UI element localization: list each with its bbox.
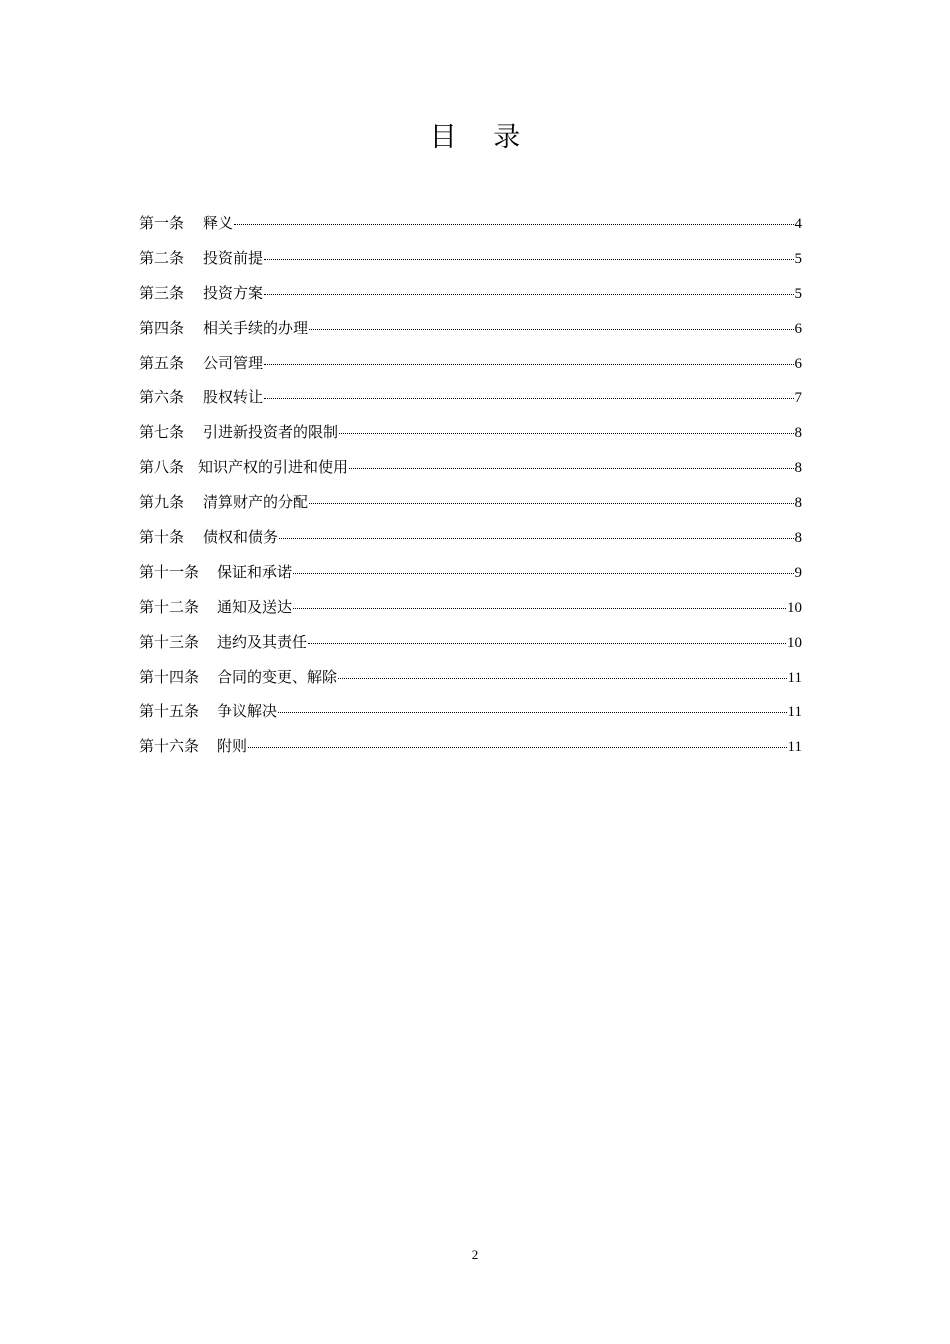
toc-page-number: 5 xyxy=(794,250,802,267)
toc-article-title: 合同的变更、解除 xyxy=(217,667,338,686)
toc-page-number: 5 xyxy=(794,285,802,302)
toc-article-number: 第十一条 xyxy=(139,562,200,581)
toc-article-number: 第九条 xyxy=(139,493,185,512)
toc-dot-leader xyxy=(293,594,786,609)
toc-dot-leader xyxy=(264,245,793,260)
toc-entry[interactable] xyxy=(139,417,802,452)
toc-dot-leader xyxy=(234,210,793,225)
toc-article-number: 第一条 xyxy=(139,214,185,232)
toc-article-title: 投资前提 xyxy=(203,248,264,267)
toc-article-title: 引进新投资者的限制 xyxy=(203,423,339,442)
toc-page-number: 6 xyxy=(794,320,802,337)
toc-entry[interactable] xyxy=(139,662,802,697)
toc-dot-leader xyxy=(338,664,787,679)
toc-entry[interactable] xyxy=(139,627,802,662)
toc-entry[interactable] xyxy=(139,592,802,627)
toc-entry[interactable] xyxy=(139,452,802,487)
toc-page-number: 11 xyxy=(787,704,802,721)
toc-article-number: 第五条 xyxy=(139,353,185,372)
toc-title: 目 录 xyxy=(429,122,535,153)
toc-article-title: 相关手续的办理 xyxy=(203,318,309,337)
toc-page-number: 8 xyxy=(794,425,802,442)
toc-page-number: 9 xyxy=(794,564,802,581)
toc-dot-leader xyxy=(248,733,787,748)
toc-entry[interactable] xyxy=(139,208,802,243)
toc-dot-leader xyxy=(309,315,793,330)
toc-dot-leader xyxy=(308,629,786,644)
toc-dot-leader xyxy=(309,489,793,504)
toc-dot-leader xyxy=(339,419,793,434)
toc-article-number: 第六条 xyxy=(139,388,185,407)
toc-entry[interactable] xyxy=(139,731,802,766)
toc-article-number: 第十六条 xyxy=(139,737,200,756)
toc-dot-leader xyxy=(293,559,793,574)
toc-entry[interactable] xyxy=(139,522,802,557)
toc-article-title: 债权和债务 xyxy=(203,528,279,547)
toc-dot-leader xyxy=(279,524,793,539)
toc-article-number: 第十四条 xyxy=(139,667,200,686)
toc-article-title: 通知及送达 xyxy=(217,597,293,616)
toc-article-title: 附则 xyxy=(217,737,248,756)
toc-article-title: 释义 xyxy=(203,214,234,232)
toc-page-number: 8 xyxy=(794,460,802,477)
toc-entry[interactable] xyxy=(139,487,802,522)
toc-page-number: 11 xyxy=(787,669,802,686)
toc-entry[interactable] xyxy=(139,313,802,348)
toc-article-number: 第三条 xyxy=(139,283,185,302)
toc-entry[interactable] xyxy=(139,278,802,313)
toc-page-number: 8 xyxy=(794,530,802,547)
toc-entry[interactable] xyxy=(139,243,802,278)
toc-page-number: 10 xyxy=(787,599,802,616)
toc-article-title: 清算财产的分配 xyxy=(203,493,309,512)
toc-dot-leader xyxy=(264,350,793,365)
toc-page-number: 4 xyxy=(794,216,802,232)
toc-page-number: 6 xyxy=(794,355,802,372)
toc-article-number: 第十二条 xyxy=(139,597,200,616)
toc-article-title: 知识产权的引进和使用 xyxy=(198,458,349,477)
toc-dot-leader xyxy=(349,454,793,469)
toc-page-number: 7 xyxy=(794,390,802,407)
toc-dot-leader xyxy=(264,280,793,295)
toc-article-title: 违约及其责任 xyxy=(217,632,308,651)
toc-article-number: 第七条 xyxy=(139,423,185,442)
toc-article-number: 第四条 xyxy=(139,318,185,337)
toc-article-title: 争议解决 xyxy=(217,702,278,721)
toc-article-number: 第十条 xyxy=(139,528,185,547)
page-footer-number: 2 xyxy=(471,1247,479,1262)
toc-article-number: 第八条 xyxy=(139,458,185,477)
toc-article-title: 公司管理 xyxy=(203,353,264,372)
toc-article-title: 投资方案 xyxy=(203,283,264,302)
toc-page-number: 10 xyxy=(787,634,802,651)
toc-article-title: 股权转让 xyxy=(203,388,264,407)
toc-article-number: 第十五条 xyxy=(139,702,200,721)
toc-article-title: 保证和承诺 xyxy=(217,562,293,581)
toc-article-number: 第十三条 xyxy=(139,632,200,651)
toc-entry[interactable] xyxy=(139,696,802,731)
toc-article-number: 第二条 xyxy=(139,248,185,267)
toc-entry[interactable] xyxy=(139,557,802,592)
toc-entry[interactable] xyxy=(139,348,802,383)
toc-dot-leader xyxy=(278,698,787,713)
toc-page-number: 8 xyxy=(794,495,802,512)
toc-dot-leader xyxy=(264,384,793,399)
toc-entry[interactable] xyxy=(139,382,802,417)
table-of-contents xyxy=(139,208,802,766)
toc-page-number: 11 xyxy=(787,739,802,756)
